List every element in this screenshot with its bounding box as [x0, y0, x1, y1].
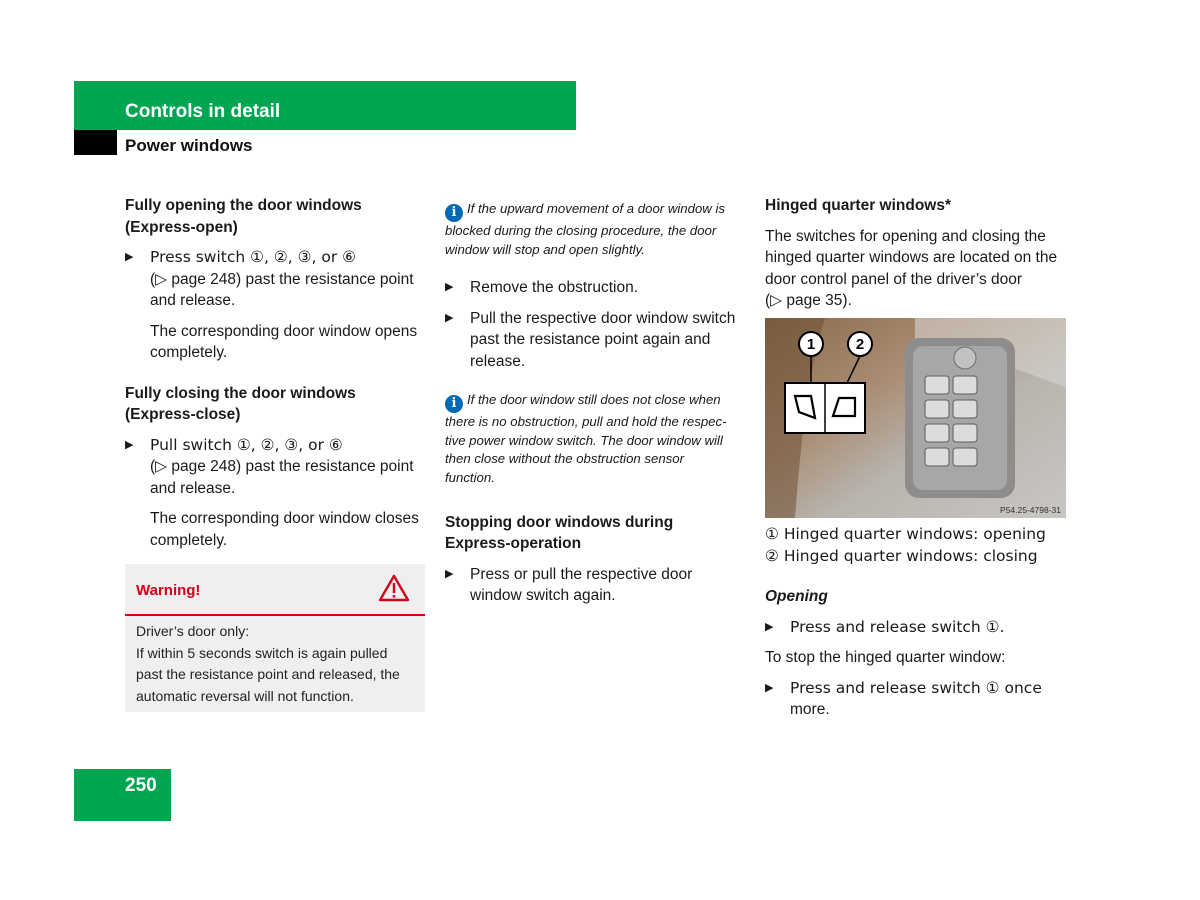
- photo-code: P54.25-4798-31: [1000, 505, 1061, 515]
- bullet-icon: ▶: [125, 438, 134, 451]
- column-3-details: [765, 524, 1070, 730]
- info-note-obstruction: i If the upward movement of a door window is blocked during the closing procedure, the door window will stop and open slightly.: [445, 201, 726, 257]
- bullet-icon: ▶: [445, 567, 454, 580]
- bullet-icon: ▶: [765, 620, 774, 633]
- stopping-heading: Stopping door windows during Express-operation: [445, 513, 674, 553]
- express-open-step: ▶ Press switch ①, ②, ③, or ⑥ (▷ page 248) past the resistance point and release.: [125, 247, 425, 312]
- page-reference[interactable]: (▷ page 248) past the resistance point: [150, 270, 414, 288]
- pull-switch-step: ▶ Pull the respective door window switch past the resistance point again and release.: [445, 309, 736, 370]
- door-control-panel-photo: [765, 318, 1066, 518]
- column-2: [445, 200, 750, 616]
- bullet-icon: ▶: [445, 311, 454, 324]
- express-open-result: The corresponding door window opens completely.: [150, 322, 418, 361]
- hinged-quarter-heading: Hinged quarter windows*: [765, 197, 952, 214]
- page-number: 250: [125, 775, 157, 796]
- bullet-icon: ▶: [125, 251, 134, 263]
- info-icon: i: [445, 204, 463, 222]
- express-close-step: ▶ Pull switch ①, ②, ③, or ⑥ (▷ page 248) past the resistance point and release.: [125, 435, 425, 500]
- photo-caption: ① Hinged quarter windows: opening ② Hinged quarter windows: closing: [765, 525, 1046, 565]
- column-3-intro: [765, 195, 1070, 321]
- bullet-icon: ▶: [445, 281, 454, 294]
- info-note-sensor: i If the door window still does not close when there is no obstruction, pull and hold the respec- tive power window switch. The door window will then close without the obstruction sensor function.: [445, 392, 727, 485]
- opening-step: ▶ Press and release switch ①.: [765, 617, 1070, 639]
- section-title: Controls in detail: [125, 101, 281, 122]
- express-close-result: The corresponding door window closes completely.: [150, 510, 419, 549]
- warning-triangle-icon: [378, 574, 410, 602]
- subsection-title: Power windows: [125, 136, 253, 155]
- warning-header: [125, 564, 425, 616]
- stop-quarter-text: To stop the hinged quarter window:: [765, 649, 1006, 666]
- photo-callout-2: 2: [855, 336, 865, 353]
- stop-quarter-step: ▶ Press and release switch ① once more.: [765, 678, 1042, 718]
- subsection-marker: [74, 130, 117, 155]
- opening-heading: Opening: [765, 588, 828, 605]
- express-close-heading: Fully closing the door windows (Express-close): [125, 384, 356, 423]
- page-reference[interactable]: (▷ page 248) past the resistance point: [150, 458, 414, 475]
- warning-text: Driver’s door only: If within 5 seconds switch is again pulled past the resistance point and released, the automatic reversal will not function.: [136, 623, 400, 704]
- remove-obstruction-step: ▶ Remove the obstruction.: [445, 277, 750, 299]
- info-icon: i: [445, 395, 463, 413]
- warning-box: [125, 564, 425, 712]
- express-open-heading: Fully opening the door windows (Express-open): [125, 197, 362, 236]
- column-1: [125, 195, 425, 570]
- warning-title: Warning!: [136, 582, 201, 599]
- page-reference[interactable]: (▷ page 35).: [765, 292, 852, 309]
- hinged-quarter-intro: The switches for opening and closing the hinged quarter windows are located on the door control panel of the driver’s door (▷ page 35).: [765, 226, 1070, 312]
- photo-callout-1: 1: [806, 336, 816, 353]
- stopping-step: ▶ Press or pull the respective door window switch again.: [445, 565, 693, 605]
- bullet-icon: ▶: [765, 681, 774, 694]
